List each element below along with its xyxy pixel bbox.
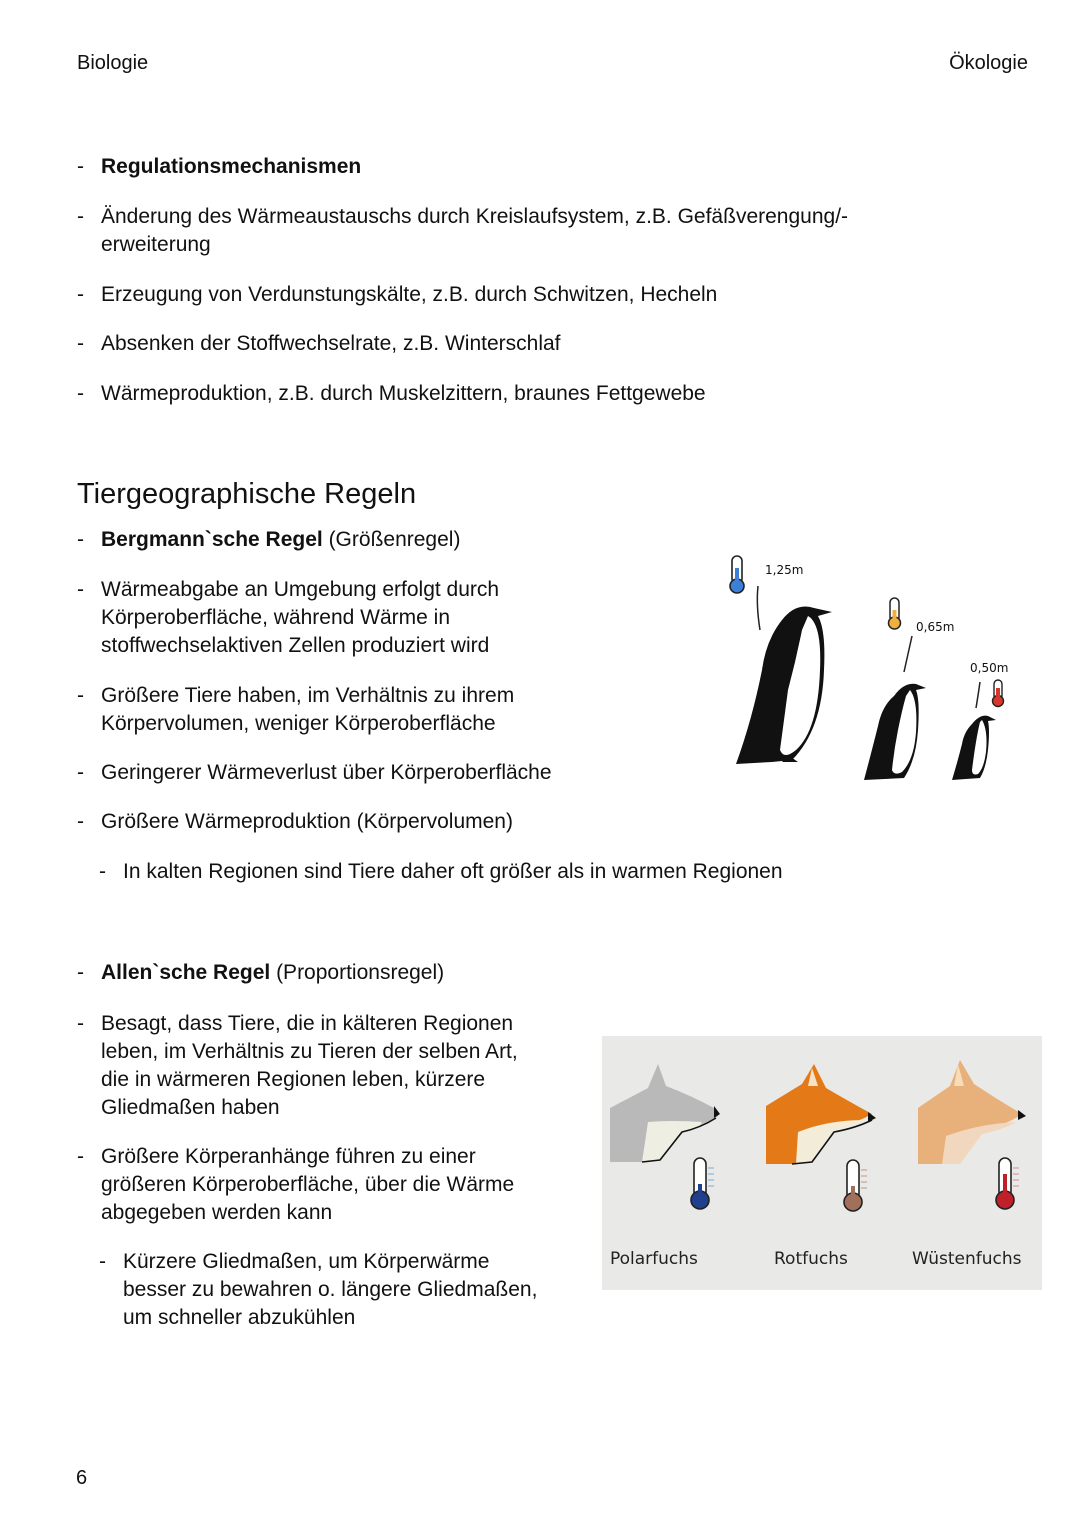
item-line: Körperoberfläche, während Wärme in	[101, 606, 451, 629]
list-item-bergmann-title	[77, 526, 460, 554]
thermometer-cold-icon	[730, 556, 744, 593]
item-line: Erzeugung von Verdunstungskälte, z.B. durch Schwitzen, Hecheln	[101, 283, 718, 306]
item-line: Wärmeabgabe an Umgebung erfolgt durch	[101, 578, 500, 601]
list-item	[77, 759, 552, 787]
bullet-dash: -	[77, 283, 84, 306]
item-line: Größere Körperanhänge führen zu einer	[101, 1145, 476, 1168]
fox-label: Wüstenfuchs	[912, 1249, 1022, 1269]
item-line: Geringerer Wärmeverlust über Körperoberfläche	[101, 761, 552, 784]
header-subject: Biologie	[77, 52, 149, 74]
list-item-regulation-title	[77, 153, 361, 181]
item-line: die in wärmeren Regionen leben, kürzere	[101, 1068, 486, 1091]
fox-comparison-illustration	[602, 1036, 1042, 1290]
rule-subtitle: (Größenregel)	[322, 528, 461, 551]
item-line: leben, im Verhältnis zu Tieren der selben Art,	[101, 1040, 518, 1063]
item-line: stoffwechselaktiven Zellen produziert wird	[101, 634, 490, 657]
bullet-dash: -	[77, 155, 84, 178]
list-item	[77, 1010, 518, 1122]
item-line: Änderung des Wärmeaustauschs durch Kreislaufsystem, z.B. Gefäßverengung/-	[101, 205, 849, 228]
item-line: Besagt, dass Tiere, die in kälteren Regionen	[101, 1012, 514, 1035]
bullet-dash: -	[99, 860, 106, 883]
item-line: Größere Tiere haben, im Verhältnis zu ihrem	[101, 684, 515, 707]
list-item	[77, 1143, 514, 1227]
header-topic: Ökologie	[949, 52, 1028, 74]
penguin-height-label: 1,25m	[765, 563, 804, 577]
list-item	[77, 682, 514, 738]
regulation-title: Regulationsmechanismen	[101, 155, 362, 178]
section-title: Tiergeographische Regeln	[77, 478, 417, 510]
thermometer-mild-icon	[889, 598, 901, 629]
fox-label: Rotfuchs	[774, 1249, 848, 1269]
item-line: abgegeben werden kann	[101, 1201, 333, 1224]
list-item	[77, 808, 513, 836]
list-item-allen-title	[77, 959, 444, 987]
item-line: größeren Körperoberfläche, über die Wärme	[101, 1173, 515, 1196]
bullet-dash: -	[77, 578, 84, 601]
bullet-dash: -	[77, 810, 84, 833]
rule-name: Bergmann`sche Regel	[101, 528, 323, 551]
bullet-dash: -	[77, 205, 84, 228]
item-line: Absenken der Stoffwechselrate, z.B. Winterschlaf	[101, 332, 561, 355]
penguin-size-illustration	[722, 550, 1042, 790]
bullet-dash: -	[77, 761, 84, 784]
list-item	[77, 330, 561, 358]
penguin-medium	[864, 684, 926, 780]
item-line: Körpervolumen, weniger Körperoberfläche	[101, 712, 496, 735]
penguin-small	[952, 716, 996, 780]
bullet-dash: -	[77, 1012, 84, 1035]
list-item	[77, 281, 717, 309]
bullet-dash: -	[77, 684, 84, 707]
bullet-dash: -	[99, 1250, 106, 1273]
sub-list-item	[99, 1248, 537, 1332]
bullet-dash: -	[77, 382, 84, 405]
penguin-height-label: 0,50m	[970, 661, 1009, 675]
thermometer-hot-icon	[993, 680, 1004, 707]
bullet-dash: -	[77, 1145, 84, 1168]
bullet-dash: -	[77, 528, 84, 551]
item-line: um schneller abzukühlen	[123, 1306, 356, 1329]
item-line: Wärmeproduktion, z.B. durch Muskelzittern, braunes Fettgewebe	[101, 382, 706, 405]
list-item	[77, 203, 848, 259]
penguin-large	[736, 607, 832, 765]
list-item	[77, 380, 706, 408]
sub-list-item	[99, 858, 783, 886]
bullet-dash: -	[77, 961, 84, 984]
list-item	[77, 576, 499, 660]
item-line: erweiterung	[101, 233, 211, 256]
item-line: Größere Wärmeproduktion (Körpervolumen)	[101, 810, 513, 833]
bullet-dash: -	[77, 332, 84, 355]
page-number: 6	[76, 1467, 88, 1489]
penguin-height-label: 0,65m	[916, 620, 955, 634]
item-line: Gliedmaßen haben	[101, 1096, 280, 1119]
rule-subtitle: (Proportionsregel)	[270, 961, 445, 984]
item-line: Kürzere Gliedmaßen, um Körperwärme	[123, 1250, 490, 1273]
rule-name: Allen`sche Regel	[101, 961, 271, 984]
item-line: besser zu bewahren o. längere Gliedmaßen,	[123, 1278, 538, 1301]
item-line: In kalten Regionen sind Tiere daher oft größer als in warmen Regionen	[123, 860, 783, 883]
fox-label: Polarfuchs	[610, 1249, 698, 1269]
